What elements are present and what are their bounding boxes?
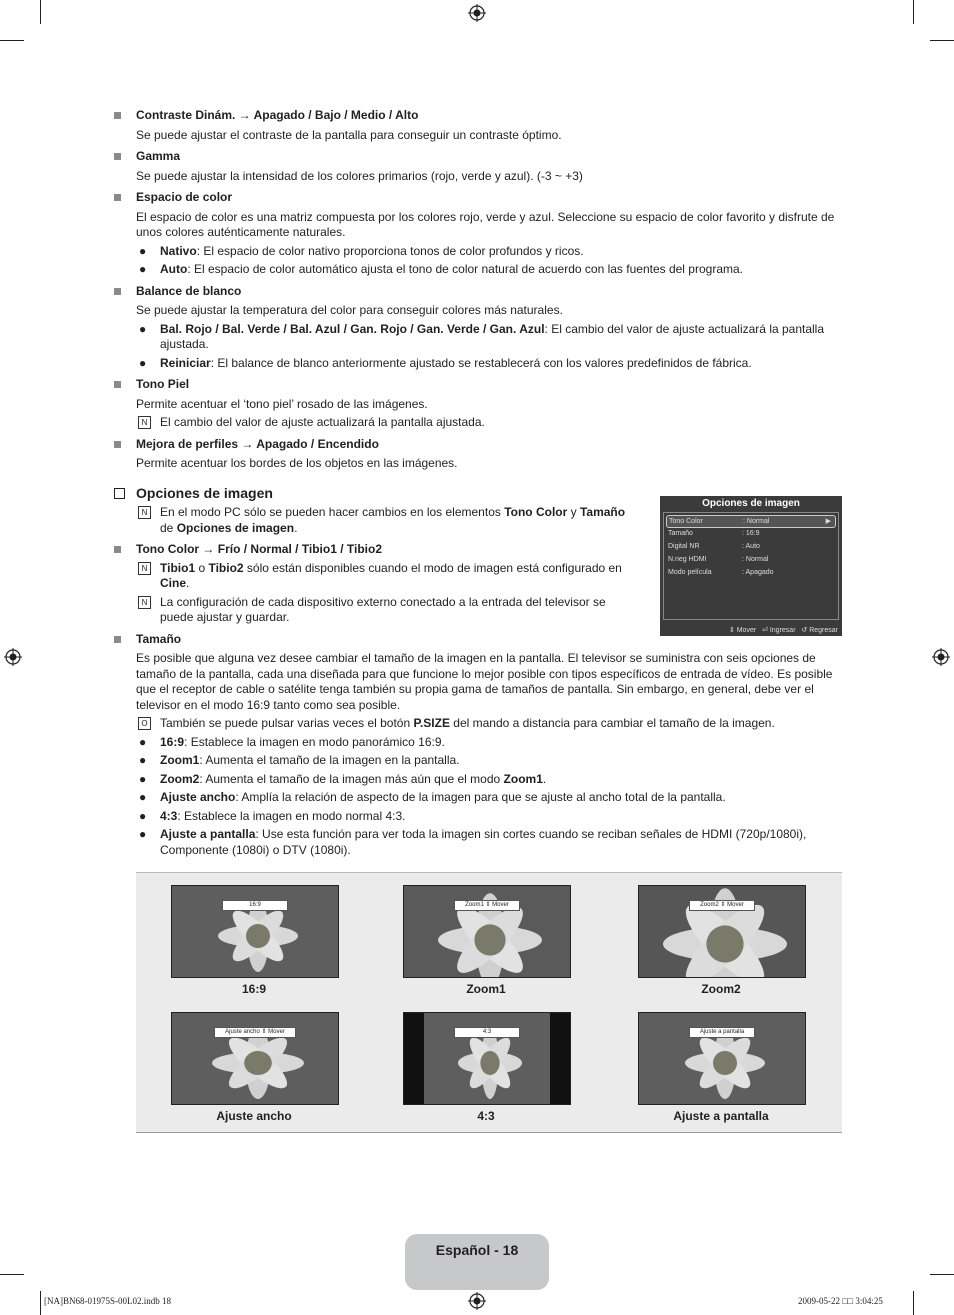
thumb-label: Ajuste ancho: [216, 1109, 292, 1123]
thumb-tag: 4:3: [454, 1027, 520, 1038]
bullet-text: : El cambio del valor de ajuste actualizará la pantalla ajustada.: [160, 321, 825, 351]
osd-foot-move: Mover: [736, 627, 757, 634]
note-bold: Cine: [160, 576, 187, 590]
note-text: .: [294, 520, 298, 535]
bullet-item: [136, 356, 844, 372]
osd-title: Opciones de imagen: [702, 498, 800, 509]
screen-size-figure: [136, 872, 842, 1133]
bullet-item: [136, 753, 844, 769]
move-icon: ⇕: [728, 627, 735, 634]
crop-mark: [0, 40, 24, 41]
osd-row: [666, 541, 834, 552]
thumb-label: Zoom1: [466, 982, 506, 996]
osd-footer: [729, 626, 838, 634]
bullet-label: Nativo: [160, 243, 197, 258]
section-title: Gamma: [136, 149, 181, 163]
thumb-label: 16:9: [241, 982, 267, 996]
osd-panel: [663, 512, 839, 620]
note-item: [136, 595, 634, 626]
note-item: [136, 716, 844, 732]
note-text: del mando a distancia para cambiar el tamaño de la imagen.: [449, 716, 775, 730]
bullet-dot-icon: ●: [139, 355, 147, 370]
thumb-image: [171, 1012, 339, 1105]
bullet-dot-icon: ●: [139, 753, 147, 767]
note-text: o: [195, 560, 209, 575]
bullet-label: Bal. Rojo / Bal. Verde / Bal. Azul / Gan. Rojo / Gan. Verde / Gan. Azul: [160, 321, 545, 336]
osd-row: [666, 567, 834, 578]
note-icon: N: [138, 416, 151, 429]
section-text: El espacio de color es una matriz compuesta por los colores rojo, verde y azul. Seleccione su espacio de color favorito y disfrute de unos colores auténticamente naturales.: [136, 209, 835, 239]
return-icon: ↺: [801, 627, 808, 634]
section-title: Mejora de perfiles → Apagado / Encendido: [136, 436, 379, 451]
manual-content: [114, 108, 844, 864]
section-espacio-color: [114, 190, 844, 278]
bullet-label: Zoom1: [160, 753, 200, 767]
note-text: También se puede pulsar varias veces el botón: [160, 716, 414, 730]
thumb-image: [403, 885, 571, 978]
footer-file-info: [NA]BN68-01975S-00L02.indb 18: [44, 1296, 171, 1306]
bullet-text: : Amplía la relación de aspecto de la imagen para que se ajuste al ancho total de la pantalla.: [235, 790, 726, 804]
bullet-item: [136, 772, 844, 788]
square-bullet-icon: [114, 636, 121, 643]
osd-row-value: : Normal: [743, 518, 770, 525]
bullet-text: : El balance de blanco anteriormente ajustado se restablecerá con los valores predefinidos de fábrica.: [210, 355, 752, 370]
square-bullet-icon: [114, 112, 121, 119]
bullet-item: [136, 809, 844, 825]
note-icon: N: [138, 596, 151, 609]
bullet-item: [136, 790, 844, 806]
note-bold: Opciones de imagen: [176, 520, 295, 535]
bullet-text: : El espacio de color automático ajusta el tono de color natural de acuerdo con las fuentes del programa.: [187, 262, 743, 276]
osd-row-label: Tono Color: [669, 518, 703, 525]
note-text: .: [186, 576, 190, 590]
thumb-tag: 16:9: [222, 900, 288, 911]
bullet-text: : El espacio de color nativo proporciona tonos de color profundos y ricos.: [196, 243, 584, 258]
footer-timestamp: 2009-05-22 □□ 3:04:25: [798, 1296, 883, 1306]
crop-mark: [0, 1274, 24, 1275]
osd-row: [666, 528, 834, 539]
bullet-text: : Use esta función para ver toda la imagen sin cortes cuando se reciban señales de HDMI (720p/1080i), Componente (1080i) o DTV (1080i).: [160, 827, 807, 857]
heading-text: Opciones de imagen: [136, 484, 273, 501]
bullet-dot-icon: ●: [139, 262, 147, 276]
page-number: Español - 18: [435, 1242, 519, 1258]
osd-row: [666, 554, 834, 565]
bullet-dot-icon: ●: [139, 771, 147, 786]
osd-foot-enter: Ingresar: [769, 627, 796, 634]
note-item: [136, 415, 844, 431]
bullet-label: Reiniciar: [160, 355, 211, 370]
thumb-tag: Ajuste a pantalla: [689, 1027, 755, 1038]
bullet-text: : Establece la imagen en modo normal 4:3.: [177, 808, 406, 823]
section-text: Permite acentuar los bordes de los objetos en las imágenes.: [136, 456, 458, 470]
square-bullet-icon: [114, 546, 121, 553]
arrow-right-icon: ▶: [825, 518, 831, 525]
thumb-image: [638, 885, 806, 978]
crop-mark: [40, 0, 41, 24]
osd-row-value: : 16:9: [742, 530, 760, 537]
note-text: La configuración de cada dispositivo externo conectado a la entrada del televisor se puede ajustar y guardar.: [160, 594, 606, 624]
bullet-item: [136, 827, 844, 858]
thumb-image: [171, 885, 339, 978]
note-bold: Tibio2: [208, 560, 244, 575]
bullet-item: [136, 262, 844, 278]
thumb-label: Ajuste a pantalla: [673, 1109, 769, 1123]
osd-row-label: Tamaño: [668, 530, 693, 537]
bullet-label: Zoom1: [503, 771, 543, 786]
note-text: sólo están disponibles cuando el modo de imagen está configurado en: [243, 560, 622, 575]
section-title: Tamaño: [136, 631, 182, 646]
section-title: Tono Color → Frío / Normal / Tibio1 / Tibio2: [136, 542, 383, 556]
note-item: [136, 561, 634, 592]
osd-row: [666, 515, 836, 528]
thumb-tag: Zoom2 ⇕ Mover: [689, 900, 755, 911]
bullet-label: 16:9: [160, 734, 185, 749]
osd-row-label: Modo película: [668, 569, 712, 576]
note-icon: N: [138, 562, 151, 575]
section-text: Se puede ajustar la intensidad de los colores primarios (rojo, verde y azul). (-3 ~ +3): [136, 168, 583, 183]
enter-icon: ⏎: [762, 627, 768, 634]
bullet-label: Ajuste a pantalla: [160, 827, 256, 841]
section-text: Es posible que alguna vez desee cambiar el tamaño de la imagen en la pantalla. El televisor se suministra con seis opciones de tamaño de la pantalla, cada una diseñada para que funcione lo mejor posible con tipos específicos de entrada de vídeo. Es posible que el receptor de cable o satélite tenga también su propia gama de tamaños de pantalla. Sin embargo, en general, debe ver el televisor en el modo 16:9 tanto como sea posible.: [136, 651, 833, 712]
crop-mark: [913, 0, 914, 24]
square-bullet-icon: [114, 381, 121, 388]
section-title: Balance de blanco: [136, 283, 242, 298]
section-title: Contraste Dinám. → Apagado / Bajo / Medio / Alto: [136, 108, 419, 122]
registration-mark-icon: [468, 4, 486, 22]
note-bold: P.SIZE: [413, 716, 450, 730]
registration-mark-icon: [468, 1292, 486, 1310]
section-tono-piel: [114, 377, 844, 431]
bullet-dot-icon: ●: [139, 321, 147, 336]
note-bold: Tono Color: [504, 505, 568, 519]
crop-mark: [930, 40, 954, 41]
section-tono-color: [114, 542, 634, 626]
remote-note-icon: O: [138, 717, 151, 730]
osd-row-value: : Normal: [742, 556, 769, 563]
square-bullet-icon: [114, 441, 121, 448]
registration-mark-icon: [4, 648, 22, 666]
section-contraste: [114, 108, 844, 143]
bullet-item: [136, 244, 844, 260]
osd-menu-screenshot: [660, 496, 842, 636]
bullet-label: 4:3: [160, 808, 178, 823]
bullet-item: [136, 322, 844, 353]
bullet-label: Zoom2: [160, 771, 200, 786]
bullet-text: : Establece la imagen en modo panorámico 16:9.: [184, 734, 445, 749]
note-text: En el modo PC sólo se pueden hacer cambios en los elementos: [160, 505, 505, 519]
bullet-label: Auto: [160, 262, 188, 276]
bullet-item: [136, 735, 844, 751]
thumb-image: [638, 1012, 806, 1105]
note-text: El cambio del valor de ajuste actualizará la pantalla ajustada.: [160, 415, 485, 429]
thumb-label: Zoom2: [701, 982, 741, 996]
bullet-dot-icon: ●: [139, 734, 147, 749]
section-tamano: [114, 632, 844, 859]
registration-mark-icon: [932, 648, 950, 666]
thumb-label: 4:3: [477, 1109, 495, 1123]
checkbox-bullet-icon: [114, 488, 125, 499]
osd-row-label: Digital NR: [668, 543, 700, 550]
osd-foot-back: Regresar: [809, 627, 838, 634]
square-bullet-icon: [114, 194, 121, 201]
section-text: Se puede ajustar la temperatura del color para conseguir colores más naturales.: [136, 303, 563, 317]
section-text: Se puede ajustar el contraste de la pantalla para conseguir un contraste óptimo.: [136, 127, 562, 142]
osd-row-value: : Auto: [742, 543, 760, 550]
bullet-text: : Aumenta el tamaño de la imagen más aún que el modo: [199, 771, 504, 786]
osd-row-value: : Apagado: [742, 569, 774, 576]
thumb-image: [403, 1012, 571, 1105]
bullet-dot-icon: ●: [139, 790, 147, 804]
section-title: Espacio de color: [136, 190, 233, 204]
crop-mark: [40, 1291, 41, 1315]
note-bold: Tibio1: [160, 560, 196, 575]
bullet-text: : Aumenta el tamaño de la imagen en la pantalla.: [199, 753, 460, 767]
thumb-tag: Ajuste ancho ⇕ Mover: [214, 1027, 296, 1038]
bullet-dot-icon: ●: [139, 243, 147, 258]
section-text: Permite acentuar el ‘tono piel’ rosado de las imágenes.: [136, 396, 428, 411]
section-mejora-perfiles: [114, 437, 844, 472]
bullet-label: Ajuste ancho: [160, 790, 236, 804]
section-title: Tono Piel: [136, 377, 190, 391]
note-text: y: [567, 505, 580, 519]
square-bullet-icon: [114, 288, 121, 295]
bullet-text: .: [542, 771, 547, 786]
note-text: de: [160, 520, 177, 535]
bullet-dot-icon: ●: [139, 827, 147, 841]
section-gamma: [114, 149, 844, 184]
square-bullet-icon: [114, 153, 121, 160]
section-balance-blanco: [114, 284, 844, 372]
bullet-dot-icon: ●: [139, 808, 147, 823]
crop-mark: [913, 1291, 914, 1315]
note-icon: N: [138, 506, 151, 519]
thumb-tag: Zoom1 ⇕ Mover: [454, 900, 520, 911]
note-item: [136, 505, 634, 536]
crop-mark: [930, 1274, 954, 1275]
note-bold: Tamaño: [579, 505, 626, 519]
osd-row-label: N.neg HDMI: [668, 556, 707, 563]
